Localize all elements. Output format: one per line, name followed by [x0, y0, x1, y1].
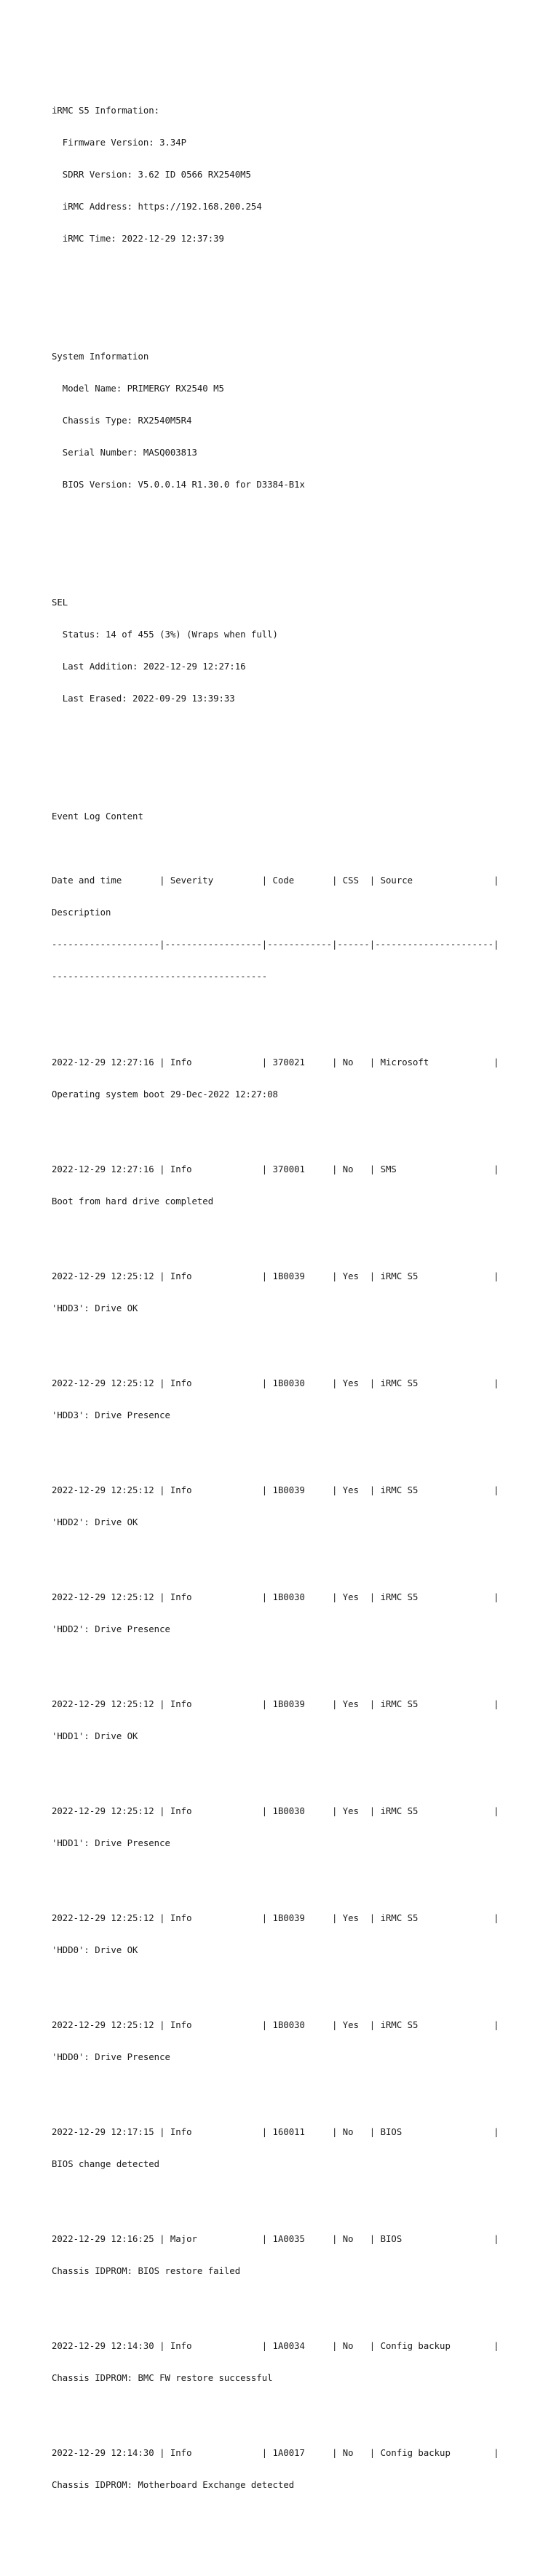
- event-row-fields: 2022-12-29 12:16:25 | Major | 1A0035 | No | BIOS |: [52, 2233, 499, 2244]
- event-row-description: 'HDD0': Drive Presence: [52, 2051, 170, 2062]
- sel-heading: SEL: [52, 597, 68, 608]
- event-row: [52, 1142, 547, 1228]
- event-row: [52, 2319, 547, 2405]
- event-log-heading: Event Log Content: [52, 811, 143, 822]
- serial-number: Serial Number: MASQ003813: [52, 447, 197, 458]
- event-row: [52, 2426, 547, 2512]
- blank-line: [52, 843, 547, 854]
- sel-report-document: [52, 52, 547, 2576]
- event-row-description: Boot from hard drive completed: [52, 1196, 214, 1206]
- event-row-fields: 2022-12-29 12:25:12 | Info | 1B0030 | Yes | iRMC S5 |: [52, 1591, 499, 1602]
- event-row-description: Chassis IDPROM: BIOS restore failed: [52, 2265, 241, 2276]
- event-row-fields: 2022-12-29 12:25:12 | Info | 1B0039 | Yes | iRMC S5 |: [52, 1698, 499, 1709]
- event-log-rows: [52, 1014, 547, 2533]
- blank-line: [52, 533, 547, 544]
- event-row-fields: 2022-12-29 12:25:12 | Info | 1B0030 | Yes | iRMC S5 |: [52, 2019, 499, 2030]
- event-row: [52, 1356, 547, 1442]
- event-row-description: Chassis IDPROM: BMC FW restore successful: [52, 2372, 273, 2383]
- event-row-fields: 2022-12-29 12:25:12 | Info | 1B0039 | Yes | iRMC S5 |: [52, 1484, 499, 1495]
- sel-section: [52, 576, 547, 726]
- event-row-description: BIOS change detected: [52, 2158, 160, 2169]
- event-row: [52, 2105, 547, 2191]
- system-info-heading: System Information: [52, 351, 149, 362]
- event-log-header: Date and time | Severity | Code | CSS | Source |: [52, 875, 499, 886]
- irmc-address: iRMC Address: https://192.168.200.254: [52, 201, 262, 212]
- chassis-type: Chassis Type: RX2540M5R4: [52, 415, 192, 426]
- bios-version: BIOS Version: V5.0.0.14 R1.30.0 for D3384-B1x: [52, 479, 305, 490]
- event-row-fields: 2022-12-29 12:25:12 | Info | 1B0039 | Yes | iRMC S5 |: [52, 1912, 499, 1923]
- event-row-description: 'HDD1': Drive Presence: [52, 1837, 170, 1848]
- model-name: Model Name: PRIMERGY RX2540 M5: [52, 383, 224, 394]
- event-log-separator: --------------------|------------------|------------|------|----------------------|: [52, 939, 499, 950]
- irmc-info-section: [52, 84, 547, 266]
- event-log-section: [52, 790, 547, 2554]
- event-log-separator-wrap: ----------------------------------------: [52, 971, 268, 982]
- event-row-description: 'HDD2': Drive OK: [52, 1516, 138, 1527]
- sel-last-addition: Last Addition: 2022-12-29 12:27:16: [52, 661, 246, 672]
- event-row-description: 'HDD3': Drive OK: [52, 1303, 138, 1313]
- event-row-description: 'HDD0': Drive OK: [52, 1944, 138, 1955]
- event-row-fields: 2022-12-29 12:14:30 | Info | 1A0034 | No | Config backup |: [52, 2340, 499, 2351]
- event-row: [52, 1891, 547, 1977]
- event-row: [52, 1249, 547, 1335]
- event-row: [52, 1463, 547, 1549]
- event-row-fields: 2022-12-29 12:27:16 | Info | 370001 | No | SMS |: [52, 1164, 499, 1174]
- event-row: [52, 1677, 547, 1763]
- event-row-description: 'HDD1': Drive OK: [52, 1730, 138, 1741]
- event-row: [52, 1998, 547, 2084]
- event-row-fields: 2022-12-29 12:25:12 | Info | 1B0039 | Yes | iRMC S5 |: [52, 1271, 499, 1281]
- blank-line: [52, 747, 547, 758]
- event-row-description: 'HDD2': Drive Presence: [52, 1623, 170, 1634]
- system-info-section: [52, 330, 547, 512]
- sdrr-version: SDRR Version: 3.62 ID 0566 RX2540M5: [52, 169, 251, 180]
- event-row: [52, 2212, 547, 2298]
- sel-last-erased: Last Erased: 2022-09-29 13:39:33: [52, 693, 235, 704]
- event-row: [52, 1784, 547, 1870]
- event-row-fields: 2022-12-29 12:17:15 | Info | 160011 | No | BIOS |: [52, 2126, 499, 2137]
- sel-status: Status: 14 of 455 (3%) (Wraps when full): [52, 629, 278, 640]
- event-row-description: Chassis IDPROM: Motherboard Exchange detected: [52, 2479, 295, 2490]
- event-row-fields: 2022-12-29 12:25:12 | Info | 1B0030 | Yes | iRMC S5 |: [52, 1805, 499, 1816]
- blank-line: [52, 287, 547, 298]
- event-row-description: 'HDD3': Drive Presence: [52, 1410, 170, 1420]
- event-log-header-description: Description: [52, 907, 111, 918]
- event-row-description: Operating system boot 29-Dec-2022 12:27:08: [52, 1089, 278, 1100]
- event-row-fields: 2022-12-29 12:14:30 | Info | 1A0017 | No | Config backup |: [52, 2447, 499, 2458]
- event-row: [52, 1570, 547, 1656]
- event-row: [52, 1035, 547, 1121]
- irmc-info-heading: iRMC S5 Information:: [52, 105, 160, 116]
- irmc-time: iRMC Time: 2022-12-29 12:37:39: [52, 233, 224, 244]
- firmware-version: Firmware Version: 3.34P: [52, 137, 187, 148]
- event-row-fields: 2022-12-29 12:27:16 | Info | 370021 | No | Microsoft |: [52, 1057, 499, 1068]
- event-row-fields: 2022-12-29 12:25:12 | Info | 1B0030 | Yes | iRMC S5 |: [52, 1378, 499, 1388]
